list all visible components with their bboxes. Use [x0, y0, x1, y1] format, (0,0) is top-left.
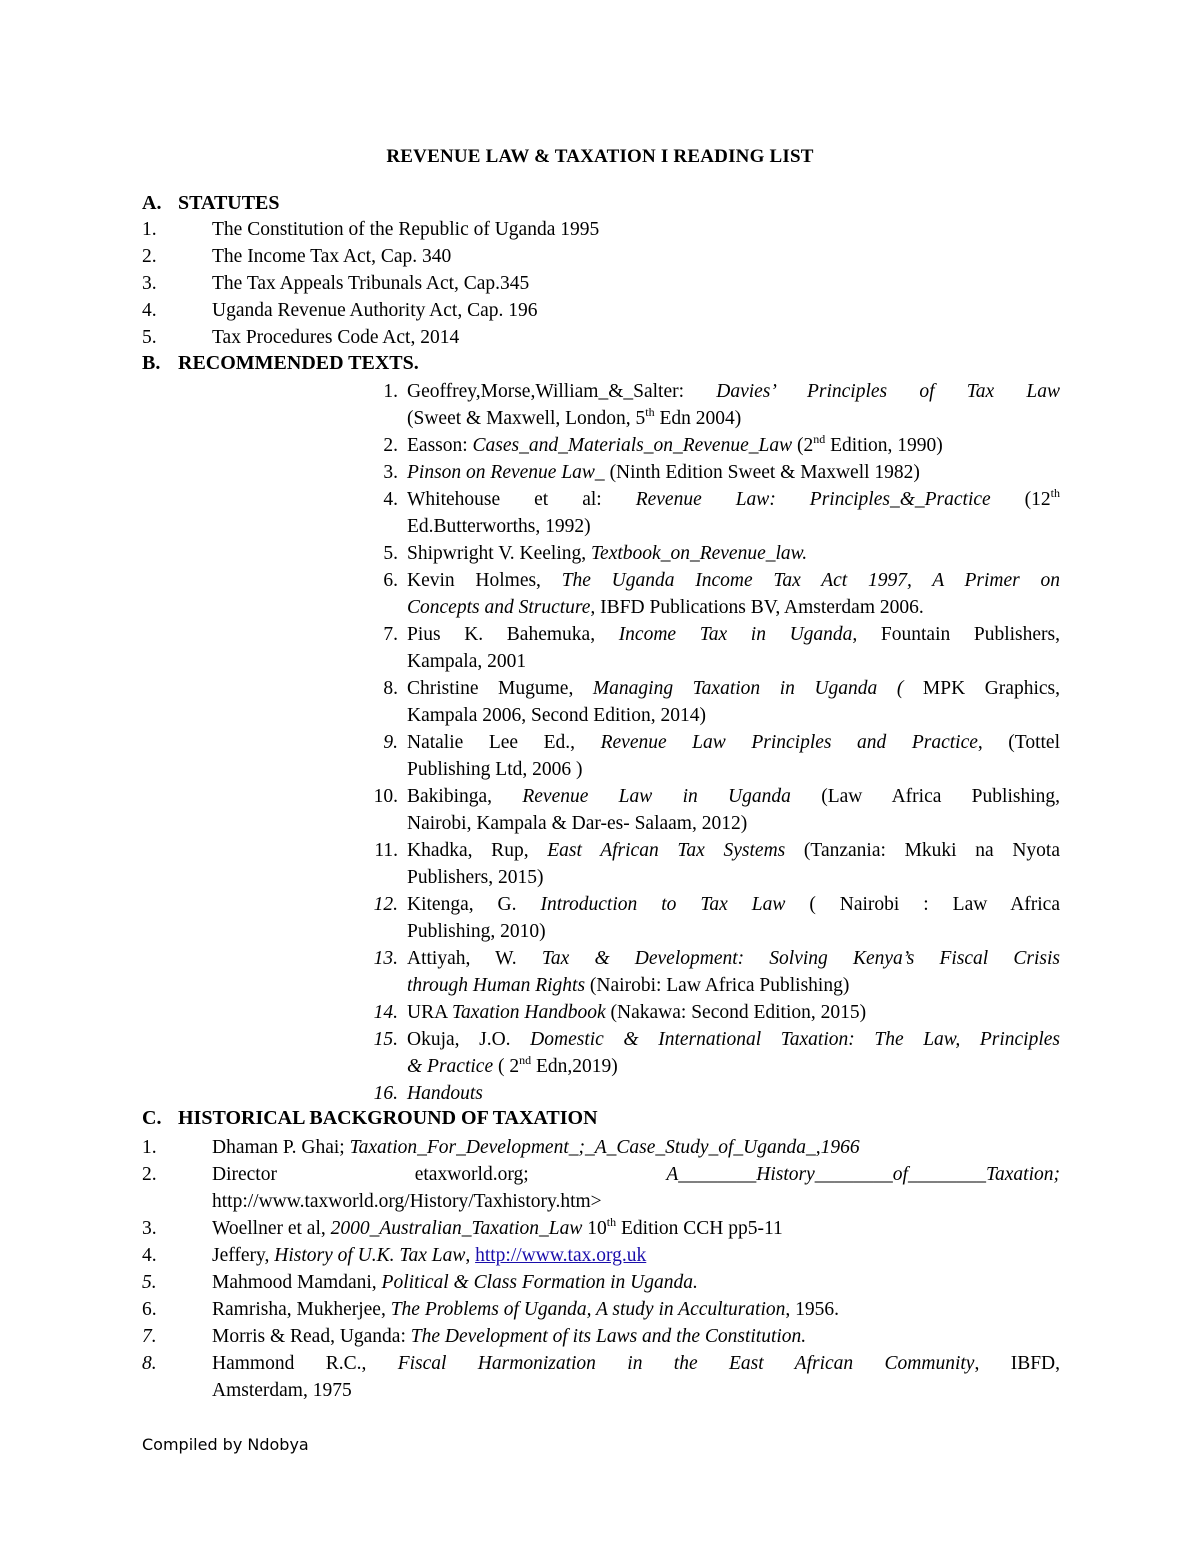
- section-heading-historical-background: C. HISTORICAL BACKGROUND OF TAXATION: [142, 1107, 598, 1129]
- page-footer: Compiled by Ndobya: [142, 1435, 309, 1454]
- tax-org-uk-link[interactable]: http://www.tax.org.uk: [475, 1245, 647, 1266]
- section-heading-recommended-texts: B. RECOMMENDED TEXTS.: [142, 352, 419, 374]
- section-heading-statutes: A. STATUTES: [142, 192, 280, 214]
- page-title: REVENUE LAW & TAXATION I READING LIST: [386, 146, 814, 167]
- document-page: REVENUE LAW & TAXATION I READING LIST A. STATUTES 1. The Constitution of the Republic of Uganda 1995 2. The Income Tax Act, Cap. 340 3. The Tax Appeals Tribunals Act, Cap.345 4. Uganda Revenue Authority Act, Cap. 196 5. Tax Procedures Code Act, 2014 B. RECOMMENDED TEXTS. 1. Geoffrey,Morse,William_&_Salter: Davies’ Principles of Tax Law (Sweet & Maxwell, London, 5th Edn 2004) 2. Easson: Cases_and_Materials_on_Revenue_Law (2nd Edition, 1990) 3. Pinson on Revenue Law_ (Ninth Edition Sweet & Maxwell 1982) 4. Whitehouse et al: Revenue Law: Principles_&_Practice (12th Ed.Butterworths, 1992) 5. Shipwright V. Keeling, Textbook_on_Revenue_law. 6. Kevin Holmes, The Uganda Income Tax Act 1997, A Primer on Concepts and Structure, IBFD Publications BV, Amsterdam 2006. 7. Pius K. Bahemuka, Income Tax in Uganda, Fountain Publishers, Kampala, 2001 8. Christine Mugume, Managing Taxation in Uganda ( MPK Graphics, Kampala 2006, Second Edition, 2014) 9. Natalie Lee Ed., Revenue Law Principles and Practice, (Tottel Publishing Ltd, 2006 ) 10. Bakibinga, Revenue Law in Uganda (Law Africa Publishing, Nairobi, Kampala & Dar-es- Salaam, 2012) 11. Khadka, Rup, East African Tax Systems (Tanzania: Mkuki na Nyota Publishers, 2015) 12. Kitenga, G. Introduction to Tax Law ( Nairobi : Law Africa Publishing, 2010) 13. Attiyah, W. Tax & Development: Solving Kenya’s Fiscal Crisis through Human Rights (Nairobi: Law Africa Publishing) 14. URA Taxation Handbook (Nakawa: Second Edition, 2015) 15. Okuja, J.O. Domestic & International Taxation: The Law, Principles & Practice ( 2nd Edn,2019) 16. Handouts C. HISTORICAL BACKGROUND OF TAXATION 1. Dhaman P. Ghai; Taxation_For_Development_;_A_Case_Study_of_Uganda_,1966 2. Director etaxworld.org; A________History________of________Taxation; http://www.taxworld.org/History/Taxhistory.htm> 3. Woellner et al, 2000_Australian_Taxation_Law 10th Edition CCH pp5-11 4. Jeffery, History of U.K. Tax Law, http://www.tax.org.uk 5. Mahmood Mamdani, Political & Class Formation in Uganda. 6. Ramrisha, Mukherjee, The Problems of Uganda, A study in Acculturation, 1956. 7. Morris & Read, Uganda: The Development of its Laws and the Constitution. 8. Hammond R.C., Fiscal Harmonization in the East African Community, IBFD, Amsterdam, 1975 Compiled by Ndobya: [0, 0, 1200, 1553]
